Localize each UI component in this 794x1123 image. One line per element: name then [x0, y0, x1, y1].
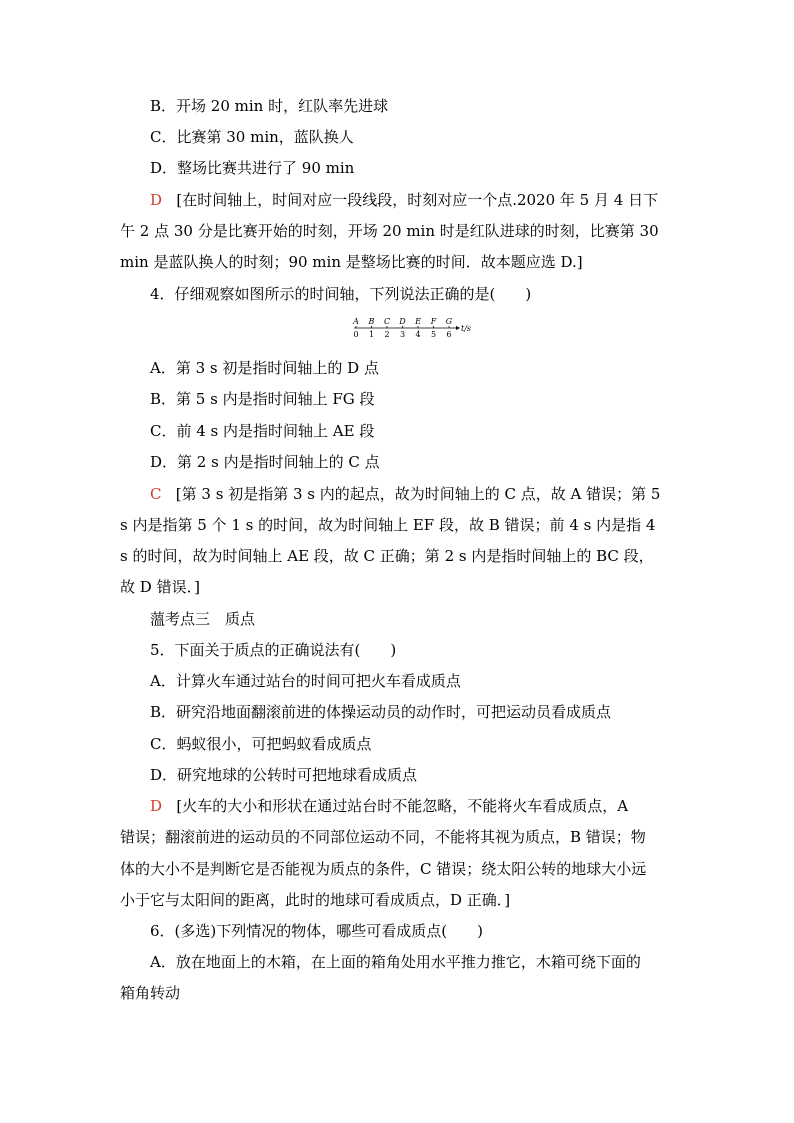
option-b-q5: B．研究沿地面翻滚前进的体操运动员的动作时，可把运动员看成质点 [150, 703, 612, 721]
time-axis-number-label: 4 [415, 330, 421, 339]
option-c-q3: C．比赛第 30 min，蓝队换人 [150, 128, 354, 146]
option-a-q4: A．第 3 s 初是指时间轴上的 D 点 [150, 359, 379, 377]
option-a-q5: A．计算火车通过站台的时间可把火车看成质点 [150, 672, 461, 690]
answer-letter-q3: D [150, 191, 163, 209]
time-axis-figure [352, 316, 476, 340]
time-axis-point-label: G [445, 317, 453, 326]
time-axis-point-label: F [430, 317, 437, 326]
question-4: 4．仔细观察如图所示的时间轴，下列说法正确的是( ) [150, 285, 532, 303]
section-heading: 薀考点三 质点 [150, 610, 256, 628]
answer-q3-line2: 午 2 点 30 分是比赛开始的时刻，开场 20 min 时是红队进球的时刻，比赛第 30 [120, 222, 659, 240]
answer-q3-line1 [150, 190, 680, 210]
option-a-q6-line1: A．放在地面上的木箱，在上面的箱角处用水平推力推它，木箱可绕下面的 [150, 953, 641, 971]
answer-letter-q5: D [150, 797, 163, 815]
answer-letter-q4: C [150, 485, 162, 503]
answer-q4-line2: s 内是指第 5 个 1 s 的时间，故为时间轴上 EF 段，故 B 错误；前 4 s 内是指 4 [120, 516, 656, 534]
time-axis-point-label: E [415, 317, 421, 326]
option-b-q3: B．开场 20 min 时，红队率先进球 [150, 97, 389, 115]
answer-q4-text1: [第 3 s 初是指第 3 s 内的起点，故为时间轴上的 C 点，故 A 错误；第 5 [175, 485, 661, 503]
question-5: 5．下面关于质点的正确说法有( ) [150, 641, 397, 659]
option-d-q5: D．研究地球的公转时可把地球看成质点 [150, 766, 418, 784]
answer-q3-line3: min 是蓝队换人的时刻；90 min 是整场比赛的时间．故本题应选 D.] [120, 253, 583, 271]
answer-q5-line3: 体的大小不是判断它是否能视为质点的条件，C 错误；绕太阳公转的地球大小远 [120, 860, 647, 878]
time-axis-svg [352, 316, 476, 340]
time-axis-point-label: A [353, 317, 359, 326]
time-axis-point-label: B [368, 317, 375, 326]
time-axis-number-label: 0 [353, 330, 359, 339]
time-axis-arrow-icon [456, 326, 460, 330]
answer-q5-line1 [150, 796, 680, 816]
option-b-q4: B．第 5 s 内是指时间轴上 FG 段 [150, 390, 375, 408]
option-c-q4: C．前 4 s 内是指时间轴上 AE 段 [150, 422, 375, 440]
time-axis-number-label: 1 [368, 330, 375, 339]
option-c-q5: C．蚂蚁很小，可把蚂蚁看成质点 [150, 735, 372, 753]
time-axis-point-label: D [399, 317, 406, 326]
answer-q4-line3: s 的时间，故为时间轴上 AE 段，故 C 正确；第 2 s 内是指时间轴上的 BC 段， [120, 547, 654, 565]
time-axis-number-label: 3 [399, 330, 406, 339]
time-axis-number-label: 2 [384, 330, 390, 339]
time-axis-number-label: 5 [430, 330, 437, 339]
option-d-q4: D．第 2 s 内是指时间轴上的 C 点 [150, 453, 380, 471]
answer-q4-line4: 故 D 错误．] [120, 578, 200, 596]
time-axis-unit: t/s [461, 324, 472, 333]
answer-q4-line1 [150, 484, 680, 504]
question-6: 6．(多选)下列情况的物体，哪些可看成质点( ) [150, 922, 483, 940]
answer-q5-text1: [火车的大小和形状在通过站台时不能忽略，不能将火车看成质点，A [176, 797, 629, 815]
time-axis-point-label: C [383, 317, 391, 326]
answer-q3-text1: [在时间轴上，时间对应一段线段，时刻对应一个点.2020 年 5 月 4 日下 [176, 191, 659, 209]
answer-q5-line4: 小于它与太阳间的距离，此时的地球可看成质点，D 正确．] [120, 891, 511, 909]
option-d-q3: D．整场比赛共进行了 90 min [150, 159, 355, 177]
answer-q5-line2: 错误；翻滚前进的运动员的不同部位运动不同，不能将其视为质点，B 错误；物 [120, 828, 646, 846]
option-a-q6-line2: 箱角转动 [120, 984, 181, 1002]
time-axis-number-label: 6 [446, 330, 452, 339]
